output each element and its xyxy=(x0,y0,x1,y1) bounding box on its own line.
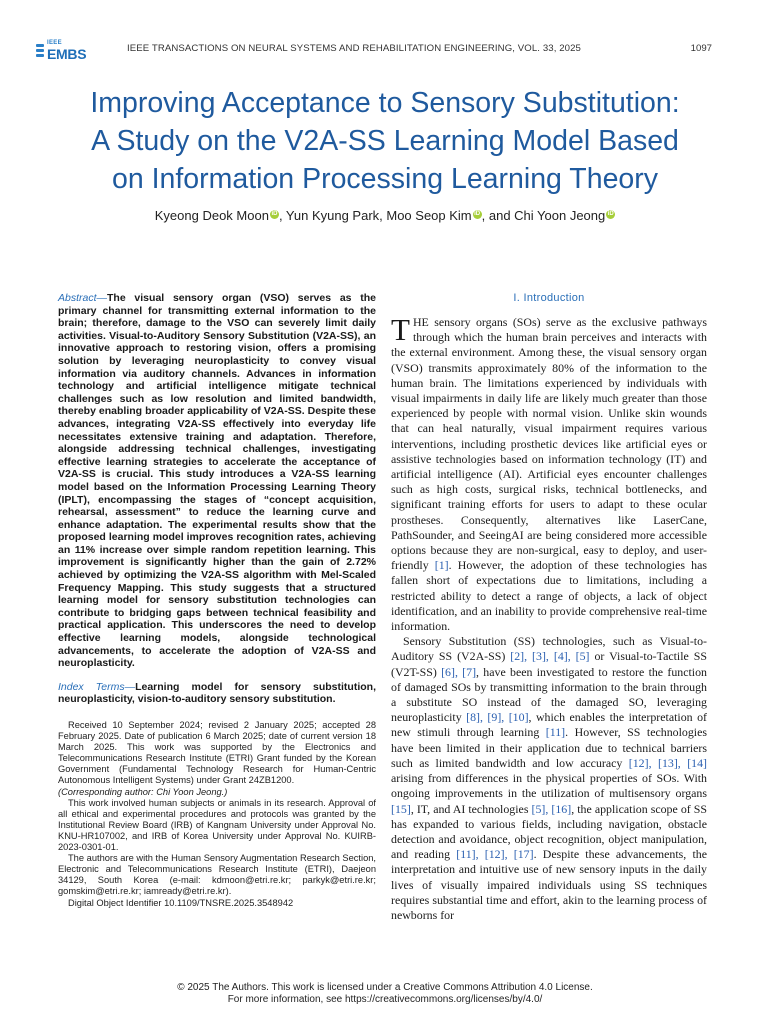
logo-ieee-text: IEEE xyxy=(47,40,62,46)
orcid-icon[interactable]: iD xyxy=(474,210,481,217)
license-line: © 2025 The Authors. This work is licensed under a Creative Commons Attribution 4.0 License. xyxy=(177,982,593,993)
orcid-icon[interactable]: iD xyxy=(607,210,614,217)
title-line-1: Improving Acceptance to Sensory Substitution: xyxy=(90,87,680,119)
paragraph-text: . Despite these advancements, the interpretation and intuitive use of new sensory inputs in the daily lives of visually impaired individuals using SS techniques requires substantial time and effort, akin to the learning process of newborns for xyxy=(391,847,707,922)
citation-link[interactable]: [1] xyxy=(434,558,449,573)
paragraph-text: HE sensory organs (SOs) serve as the exclusive pathways through which the human brain perceives and interacts with the external environment. Among these, the visual sensory organ (VSO) transmits approximately 80% of the information to the human brain. The limitations experienced by individuals with visual impairments in daily life are likely much greater than those experienced by people with normal vision. Unlike skin wounds that can heal naturally, visual impairment requires various interventions, including prosthetic devices like artificial eyes or assistive technologies based on information technology (IT) and artificial intelligence (AI). Artificial eyes encounter challenges such as high costs, surgical risks, technical bottlenecks, and significant training efforts for users to adapt to these ocular prostheses. Consequently, alternatives like LaserCane, PathSounder, and SeeingAI are being considered more accessible options because they are non-surgical, easy to deploy, and user-friendly xyxy=(391,315,707,573)
intro-paragraph-1 xyxy=(391,312,707,634)
journal-name: IEEE TRANSACTIONS ON NEURAL SYSTEMS AND REHABILITATION ENGINEERING, VOL. 33, 2025 xyxy=(127,43,581,54)
received-note: Received 10 September 2024; revised 2 January 2025; accepted 28 February 2025. Date of publication 6 March 2025; date of current version 18 March 2025. This work was supported by the Electronics and Telecommunications Research Institute (ETRI) Grant funded by the Korean Government (Fundamental Technology Research for Human-Centric Autonomous Intelligent Systems) under Grant 24ZB1200. xyxy=(58,720,376,786)
author-name: , and Chi Yoon Jeong xyxy=(481,208,606,223)
paragraph-text: or Visual-to-Tactile SS (V2T-SS) xyxy=(391,649,707,679)
paragraph-text: Sensory Substitution (SS) technologies, such as Visual-to-Auditory SS (V2A-SS) xyxy=(391,634,707,664)
intro-paragraph-2 xyxy=(391,634,707,923)
paragraph-text: . However, the adoption of these technologies has fallen short of expectations due to limitations, including a restricted ability to detect a range of objects, a lack of object identification, and an inability to provide comprehensive real-time information. xyxy=(391,558,707,634)
section-heading: I. Introduction xyxy=(513,292,585,304)
abstract xyxy=(58,292,376,670)
title-line-3: on Information Processing Learning Theory xyxy=(111,163,659,195)
citation-link[interactable]: [11] xyxy=(545,725,566,740)
paragraph-text: , IT, and AI technologies xyxy=(410,801,532,816)
footnotes xyxy=(58,720,376,909)
logo-stripes-icon xyxy=(36,44,44,58)
drop-cap: T xyxy=(391,312,410,347)
abstract-text: The visual sensory organ (VSO) serves as the primary channel for transmitting external information to the brain; therefore, damage to the VSO can severely limit daily activities. Visual-to-Auditory Sensory Substitution (V2A-SS), an innovative approach to restoring vision, offers a promising solution by leveraging neuroplasticity to convey visual information via auditory channels. Advances in information technology and artificial intelligence mitigate technical challenges such as low resolution and limited bandwidth, thereby enabling broader applicability of V2A-SS. Despite these advances, integrating V2A-SS effectively into everyday life necessitates extensive training and adaptation. Therefore, alongside addressing technical challenges, investigating effective learning strategies to accelerate the acceptance of V2A-SS is crucial. This study introduces a V2A-SS learning model based on the Information Processing Learning Theory (IPLT), encompassing the stages of “concept acquisition, rehearsal, assessment” to reduce the learning curve and enhance adaptation. The experimental results show that the proposed learning model improves recognition rates, achieving an 11% increase over simple random repetition learning. This improvement is significantly higher than the gain of 2.72% achieved by optimizing the V2A-SS algorithm with Mel-Scaled Frequency Mapping. This study suggests that a structured learning model for sensory substitution technologies can contribute to bridging gaps between technical feasibility and practical application. This underscores the need to develop effective learning models, alongside technological advancements, to accelerate the adoption of V2A-SS and neuroplasticity. xyxy=(58,292,376,670)
paragraph-text: , have been investigated to restore the function of damaged SOs by transmitting information to the brain through a substitute SO instead of the damaged SO, leveraging neuroplasticity xyxy=(391,664,707,725)
license-url-line[interactable]: For more information, see https://creativecommons.org/licenses/by/4.0/ xyxy=(227,994,543,1005)
author-name: Kyeong Deok Moon xyxy=(154,208,269,223)
title-line-2: A Study on the V2A-SS Learning Model Based xyxy=(91,125,679,157)
citation-link[interactable]: [2], [3], [4], [5] xyxy=(510,649,590,664)
ieee-embs-logo[interactable] xyxy=(36,38,114,62)
page-number: 1097 xyxy=(690,43,712,54)
abstract-label: Abstract— xyxy=(58,292,108,304)
paragraph-text: arising from differences in the physical properties of SOs. With ongoing improvements in the utilization of multisensory organs xyxy=(391,771,707,801)
author-list xyxy=(40,208,730,223)
citation-link[interactable]: [11], [12], [17] xyxy=(456,847,534,862)
author-name: , Yun Kyung Park, Moo Seop Kim xyxy=(278,208,472,223)
right-column xyxy=(391,292,707,923)
left-column xyxy=(58,292,376,909)
index-terms-label: Index Terms— xyxy=(58,680,136,693)
citation-link[interactable]: [12], [13], [14] xyxy=(628,755,707,770)
doi-note[interactable]: Digital Object Identifier 10.1109/TNSRE.2025.3548942 xyxy=(68,897,294,908)
citation-link[interactable]: [8], [9], [10] xyxy=(466,710,529,725)
index-terms-text: Learning model for sensory substitution, neuroplasticity, vision-to-auditory sensory substitution. xyxy=(58,680,377,706)
paragraph-text: , the application scope of SS has expanded to various fields, including navigation, obstacle detection and avoidance, object recognition, object manipulation, and reading xyxy=(391,801,707,862)
ethics-note: This work involved human subjects or animals in its research. Approval of all ethical and experimental procedures and protocols was granted by the Institutional Review Board (IRB) of Kangnam University under Approval No. KNU-HR107002, and IRB of Korea University under Approval No. KUIRB-2023-0301-01. xyxy=(58,797,376,853)
paper-title xyxy=(40,84,730,198)
index-terms xyxy=(58,681,376,706)
citation-link[interactable]: [5], [16] xyxy=(531,801,572,816)
license-footer xyxy=(40,982,730,1006)
paragraph-text: . However, SS technologies have been limited in their application due to technical barriers such as limited bandwidth and low accuracy xyxy=(391,725,707,770)
running-header xyxy=(36,38,712,62)
citation-link[interactable]: [6], [7] xyxy=(441,664,477,679)
affiliation-note: The authors are with the Human Sensory Augmentation Research Section, Electronic and Telecommunications Research Institute (ETRI), Daejeon 34129, South Korea (e-mail: kdmoon@etri.re.kr; parkyk@etri.re.kr; gomskim@etri.re.kr; iamready@etri.re.kr). xyxy=(58,853,376,897)
logo-embs-text: EMBS xyxy=(47,46,87,62)
citation-link[interactable]: [15] xyxy=(391,801,411,816)
paragraph-text: , which enables the interpretation of new stimuli through learning xyxy=(391,710,707,740)
corresponding-author-note: (Corresponding author: Chi Yoon Jeong.) xyxy=(58,786,228,797)
orcid-icon[interactable]: iD xyxy=(271,210,278,217)
